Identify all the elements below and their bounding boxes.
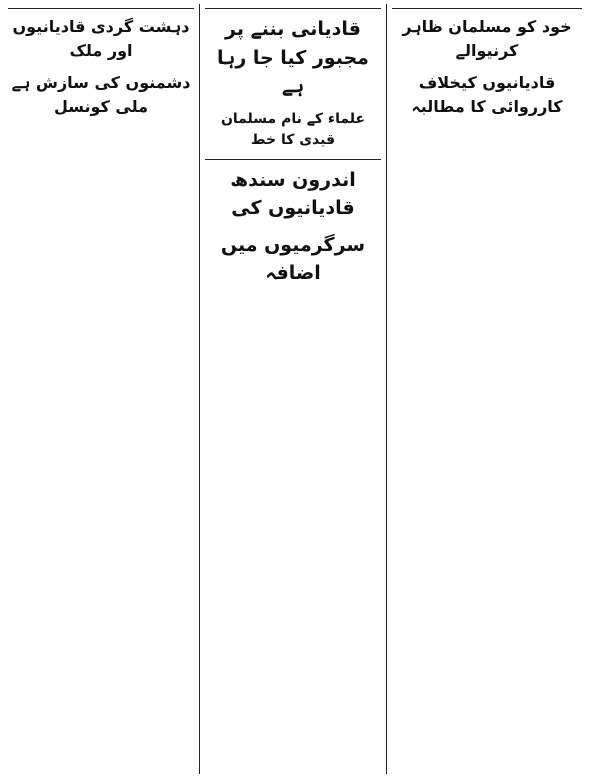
right-divider (392, 8, 582, 9)
right-headline-line-1: خود کو مسلمان ظاہر کرنیوالے (402, 17, 572, 60)
middle-headline-2-line-1: اندرون سندھ قادیانیوں کی (230, 168, 356, 219)
left-headline-line-1: دہشت گردی قادیانیوں اور ملک (12, 17, 190, 60)
right-column (387, 4, 587, 774)
left-headline-line-2: دشمنوں کی سازش ہے ملی کونسل (11, 73, 191, 116)
middle-headline-2-line-2: سرگرمیوں میں اضافہ (220, 233, 366, 284)
middle-divider-top (205, 8, 381, 9)
middle-headline-line-1: قادیانی بننے پر مجبور کیا جا رہا ہے (217, 18, 369, 97)
middle-divider-bottom (205, 159, 381, 160)
middle-headline-line-2: علماء کے نام مسلمان قیدی کا خط (220, 110, 366, 148)
left-column (3, 4, 199, 774)
right-headline-line-2: قادیانیوں کیخلاف کارروائی کا مطالبہ (411, 73, 563, 116)
middle-column (199, 4, 387, 774)
left-divider (8, 8, 194, 9)
